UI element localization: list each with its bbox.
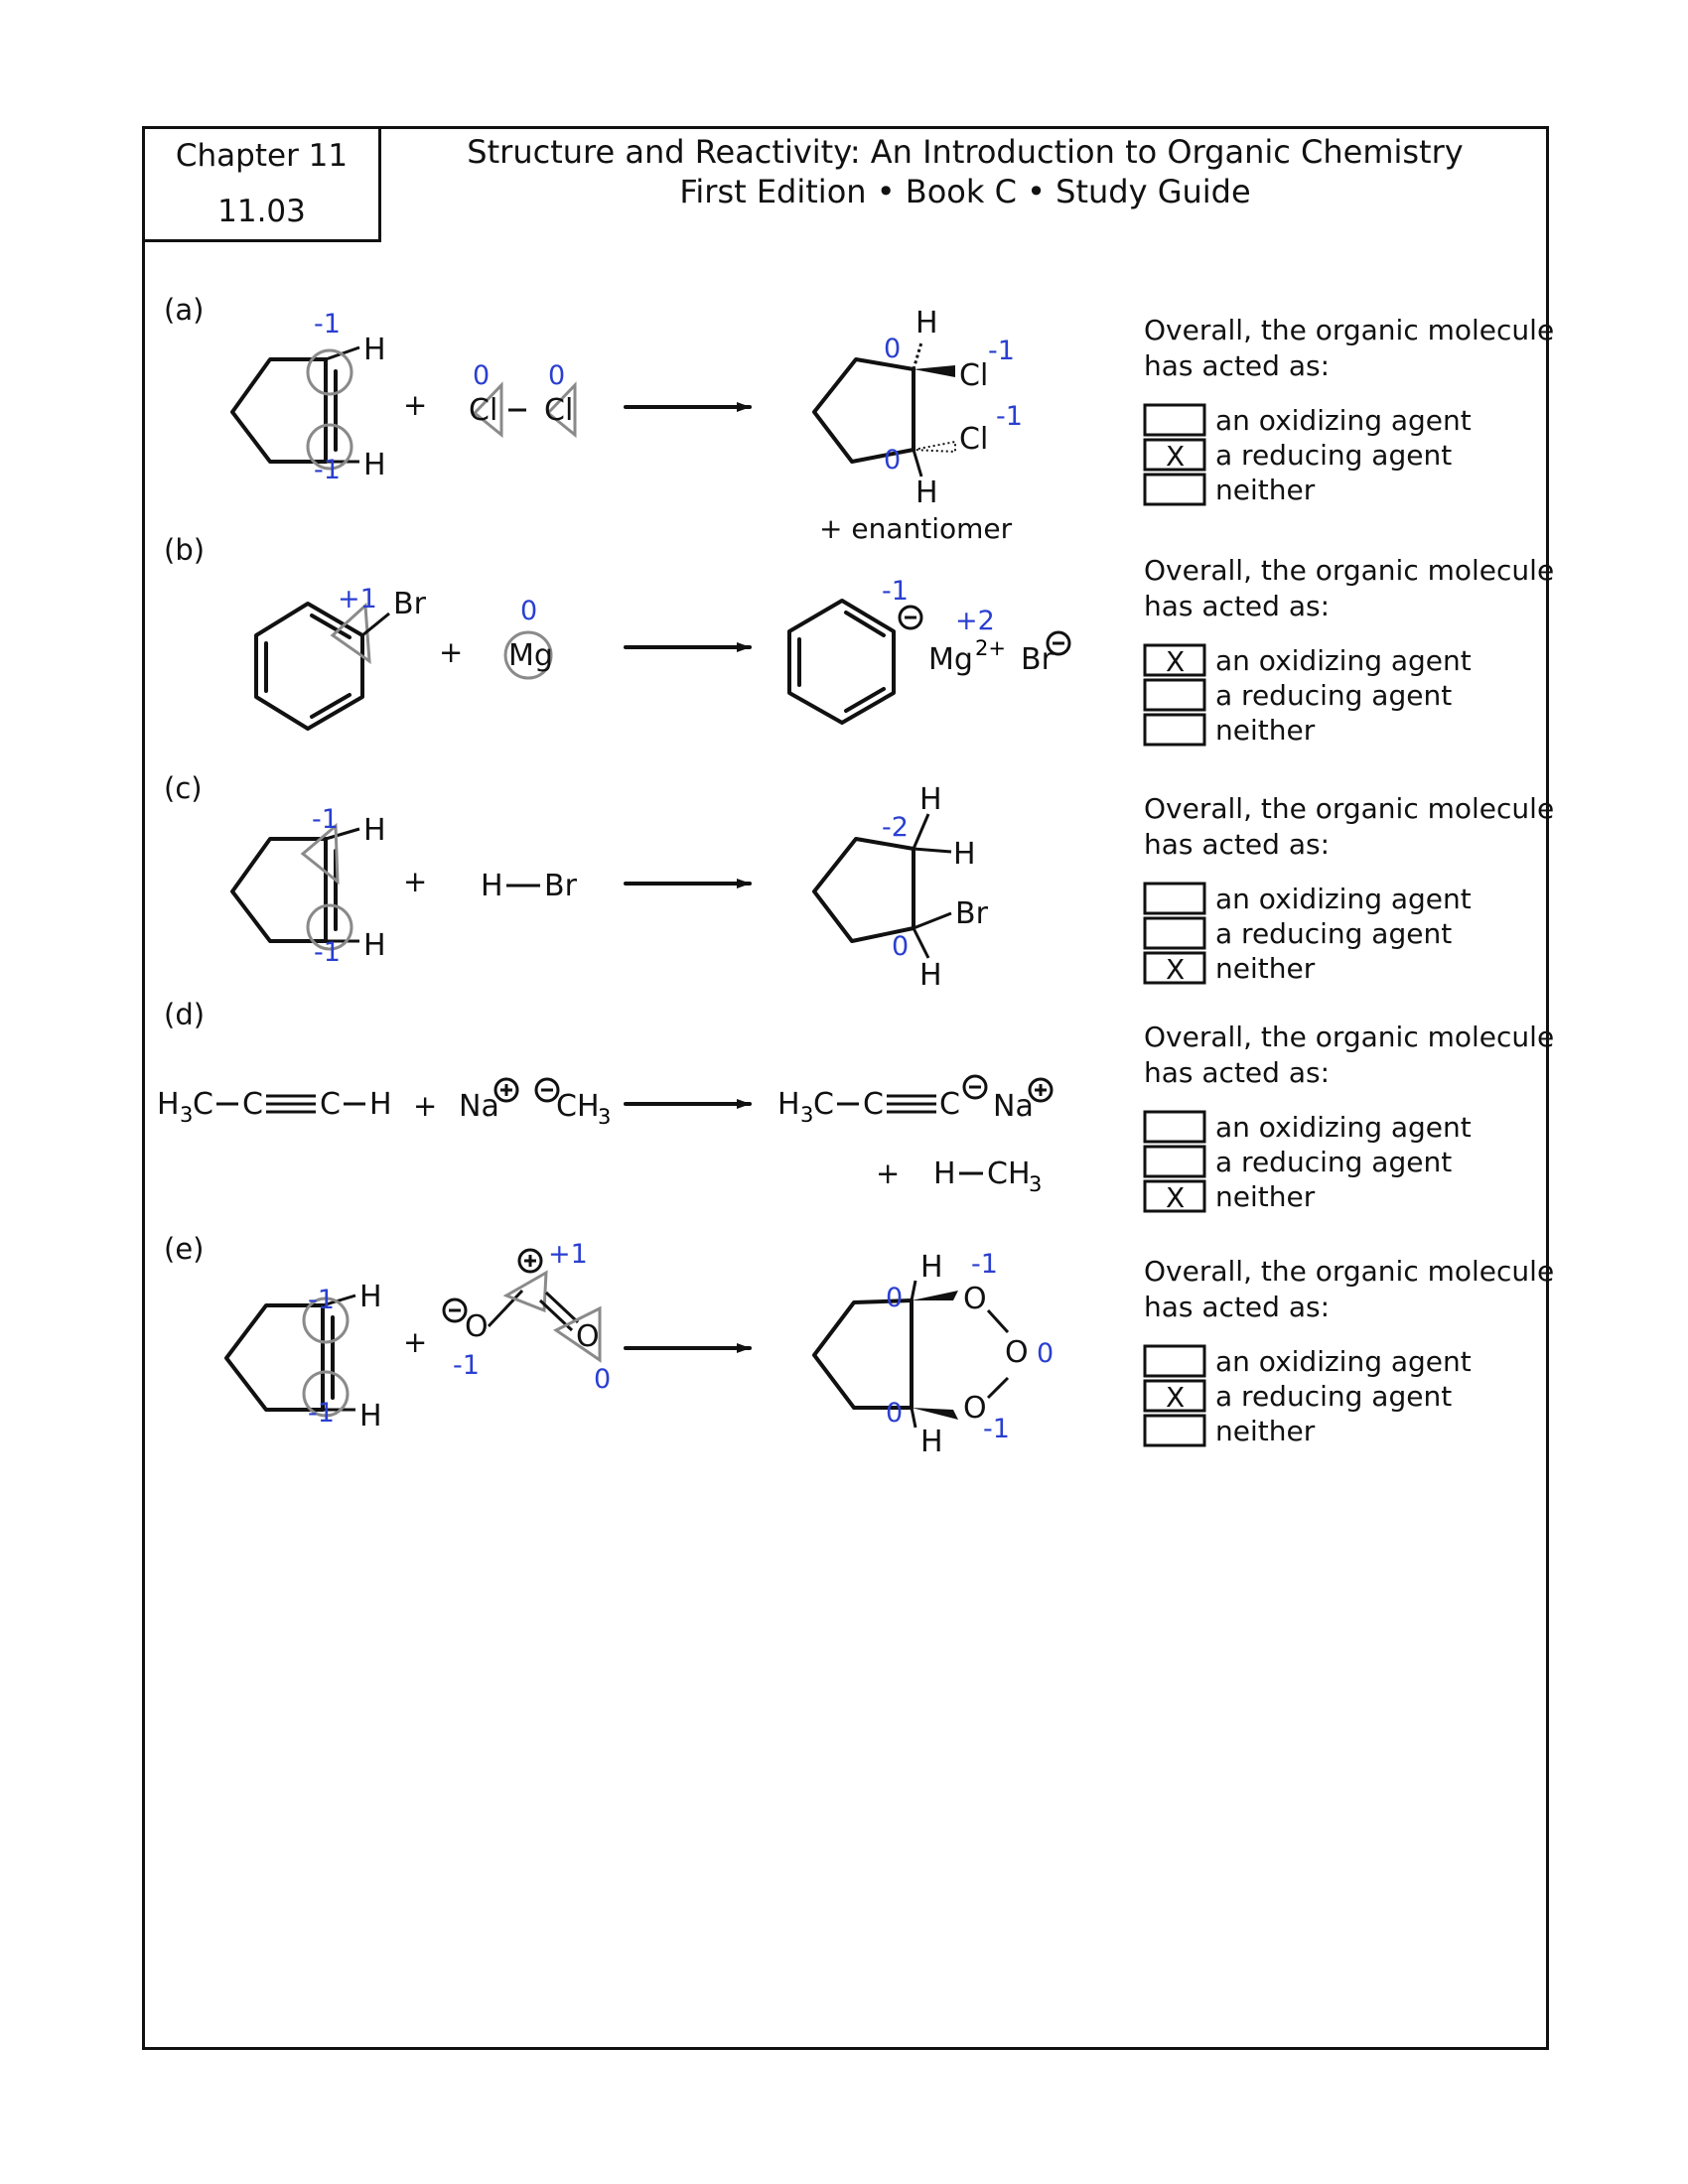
product-c-bromocyclopentane bbox=[814, 782, 989, 993]
reagent-d-sodium-methide bbox=[459, 1079, 611, 1129]
atom-o: O bbox=[1005, 1335, 1029, 1370]
answer-option-label: neither bbox=[1215, 714, 1316, 747]
atom-ch: CH bbox=[556, 1089, 600, 1124]
atom-h: H bbox=[363, 333, 386, 367]
atom-h: H bbox=[920, 1250, 943, 1285]
answer-group bbox=[1144, 554, 1554, 747]
subscript: 3 bbox=[800, 1103, 814, 1127]
atom-o: O bbox=[963, 1391, 987, 1426]
atom-c: C bbox=[863, 1087, 884, 1122]
reagent-e-ozone bbox=[444, 1239, 611, 1395]
answer-option-label: an oxidizing agent bbox=[1215, 1111, 1472, 1144]
plus-sign: + bbox=[876, 1157, 901, 1190]
plus-sign: + bbox=[439, 635, 464, 669]
answer-checkbox[interactable] bbox=[1145, 884, 1204, 913]
ox-state: 0 bbox=[884, 334, 902, 364]
section-number: 11.03 bbox=[217, 194, 306, 229]
plus-sign: + bbox=[413, 1089, 438, 1123]
ox-state: -1 bbox=[983, 1414, 1010, 1444]
atom-h: H bbox=[920, 1425, 943, 1459]
atom-cl: Cl bbox=[959, 422, 989, 457]
ox-state: -1 bbox=[312, 804, 339, 835]
ox-state: +1 bbox=[338, 584, 377, 614]
answer-option-label: neither bbox=[1215, 1180, 1316, 1213]
part-label-b: (b) bbox=[164, 533, 206, 567]
question-prompt-line1: Overall, the organic molecule bbox=[1144, 554, 1555, 587]
atom-c: C bbox=[813, 1087, 834, 1122]
atom-cl: Cl bbox=[469, 393, 498, 428]
ox-state: 0 bbox=[548, 360, 566, 391]
ox-state: -1 bbox=[971, 1249, 998, 1280]
atom-h: H bbox=[919, 958, 942, 993]
question-prompt-line2: has acted as: bbox=[1144, 828, 1331, 861]
ox-state: -1 bbox=[314, 937, 341, 968]
book-title: Structure and Reactivity: An Introduction to Organic Chemistry bbox=[467, 133, 1464, 171]
atom-h: H bbox=[915, 476, 938, 510]
atom-h: H bbox=[369, 1087, 392, 1122]
ox-state: -1 bbox=[882, 576, 909, 607]
checkbox-mark: X bbox=[1166, 1181, 1186, 1214]
atom-h: H bbox=[363, 813, 386, 848]
answer-group bbox=[1144, 314, 1554, 506]
atom-mg: Mg bbox=[928, 642, 973, 677]
reactant-d-propyne bbox=[157, 1087, 392, 1127]
part-label-e: (e) bbox=[164, 1232, 205, 1266]
ox-state: -1 bbox=[314, 309, 341, 340]
atom-br: Br bbox=[393, 587, 426, 621]
checkbox-mark: X bbox=[1166, 953, 1186, 986]
answer-option-label: a reducing agent bbox=[1215, 1380, 1453, 1413]
atom-cl: Cl bbox=[544, 393, 574, 428]
answer-option-label: an oxidizing agent bbox=[1215, 404, 1472, 437]
checkbox-mark: X bbox=[1166, 1381, 1186, 1414]
question-prompt-line2: has acted as: bbox=[1144, 349, 1331, 382]
atom-br: Br bbox=[1021, 642, 1054, 677]
checkbox-mark: X bbox=[1166, 440, 1186, 473]
atom-br: Br bbox=[544, 869, 577, 903]
answer-checkbox[interactable] bbox=[1145, 680, 1204, 710]
answer-group bbox=[1144, 1021, 1554, 1214]
answer-checkbox[interactable] bbox=[1145, 1416, 1204, 1445]
question-prompt-line2: has acted as: bbox=[1144, 1291, 1331, 1323]
answer-checkbox[interactable] bbox=[1145, 475, 1204, 504]
subscript: 3 bbox=[598, 1105, 612, 1129]
ox-highlight-triangle bbox=[506, 1273, 546, 1310]
ox-state: 0 bbox=[886, 1398, 904, 1429]
ox-state: 0 bbox=[594, 1364, 612, 1395]
reagent-b-magnesium bbox=[505, 596, 553, 678]
ox-state: 0 bbox=[1037, 1338, 1055, 1369]
ox-state: 0 bbox=[473, 360, 491, 391]
reagent-a-chlorine bbox=[469, 360, 575, 435]
atom-h: H bbox=[953, 837, 976, 872]
product-a-dichlorocyclopentane bbox=[814, 306, 1023, 510]
ox-state: -1 bbox=[308, 1398, 335, 1429]
atom-mg: Mg bbox=[508, 638, 553, 673]
atom-c: C bbox=[242, 1087, 263, 1122]
answer-group bbox=[1144, 1255, 1554, 1447]
subscript: 3 bbox=[180, 1103, 194, 1127]
part-label-a: (a) bbox=[164, 293, 205, 327]
answer-option-label: a reducing agent bbox=[1215, 917, 1453, 950]
answer-checkbox[interactable] bbox=[1145, 715, 1204, 745]
atom-na: Na bbox=[459, 1089, 499, 1124]
question-prompt-line2: has acted as: bbox=[1144, 590, 1331, 622]
atom-h: H bbox=[777, 1087, 800, 1122]
part-label-d: (d) bbox=[164, 998, 206, 1031]
atom-h: H bbox=[919, 782, 942, 817]
atom-ch: CH bbox=[987, 1157, 1031, 1191]
atom-h: H bbox=[363, 928, 386, 963]
ox-state: +2 bbox=[955, 606, 995, 636]
atom-h: H bbox=[363, 448, 386, 482]
plus-sign: + bbox=[403, 1325, 428, 1359]
atom-h: H bbox=[915, 306, 938, 341]
atom-c: C bbox=[193, 1087, 213, 1122]
question-prompt-line1: Overall, the organic molecule bbox=[1144, 792, 1555, 825]
answer-checkbox[interactable] bbox=[1145, 1112, 1204, 1142]
atom-h: H bbox=[157, 1087, 180, 1122]
question-prompt-line1: Overall, the organic molecule bbox=[1144, 314, 1555, 346]
answer-option-label: a reducing agent bbox=[1215, 439, 1453, 472]
answer-checkbox[interactable] bbox=[1145, 1147, 1204, 1176]
reactant-a-cyclopentene bbox=[232, 309, 386, 485]
reactant-e-cyclopentene bbox=[226, 1280, 382, 1433]
reactant-b-bromobenzene bbox=[256, 584, 427, 729]
ox-state: 0 bbox=[520, 596, 538, 626]
atom-o: O bbox=[963, 1282, 987, 1316]
answer-checkbox[interactable] bbox=[1145, 1346, 1204, 1376]
subscript: 3 bbox=[1029, 1172, 1043, 1196]
answer-option-label: an oxidizing agent bbox=[1215, 1345, 1472, 1378]
chapter-label: Chapter 11 bbox=[175, 138, 349, 174]
product-d-sodium-propynide bbox=[777, 1076, 1052, 1196]
reactant-c-cyclopentene bbox=[232, 804, 386, 968]
question-prompt-line2: has acted as: bbox=[1144, 1056, 1331, 1089]
ox-state: 0 bbox=[892, 931, 910, 962]
answer-option-label: neither bbox=[1215, 952, 1316, 985]
book-subtitle: First Edition • Book C • Study Guide bbox=[679, 173, 1251, 210]
plus-sign: + bbox=[403, 865, 428, 898]
question-prompt-line1: Overall, the organic molecule bbox=[1144, 1021, 1555, 1053]
part-label-c: (c) bbox=[164, 771, 203, 805]
atom-h: H bbox=[359, 1280, 382, 1314]
product-e-molozonide bbox=[814, 1249, 1054, 1459]
ox-state: -1 bbox=[308, 1285, 335, 1315]
answer-option-label: neither bbox=[1215, 1415, 1316, 1447]
atom-cl: Cl bbox=[959, 358, 989, 393]
atom-o: O bbox=[465, 1309, 489, 1344]
answer-group bbox=[1144, 792, 1554, 986]
atom-na: Na bbox=[993, 1089, 1034, 1124]
ox-state: -1 bbox=[453, 1350, 480, 1381]
checkbox-mark: X bbox=[1166, 645, 1186, 678]
reagent-c-hydrogen-bromide bbox=[481, 869, 578, 903]
atom-c: C bbox=[939, 1087, 960, 1122]
ox-state: -2 bbox=[882, 812, 909, 843]
answer-option-label: an oxidizing agent bbox=[1215, 644, 1472, 677]
atom-c: C bbox=[320, 1087, 341, 1122]
product-b-phenylmagnesium-bromide bbox=[789, 576, 1069, 723]
atom-o: O bbox=[576, 1319, 600, 1354]
atom-h: H bbox=[933, 1157, 956, 1191]
atom-h: H bbox=[359, 1399, 382, 1433]
answer-panel bbox=[1144, 314, 1554, 1447]
ox-state: -1 bbox=[988, 336, 1015, 366]
answer-checkbox[interactable] bbox=[1145, 405, 1204, 435]
answer-option-label: a reducing agent bbox=[1215, 1146, 1453, 1178]
charge-superscript: 2+ bbox=[975, 636, 1006, 660]
answer-checkbox[interactable] bbox=[1145, 918, 1204, 948]
atom-br: Br bbox=[955, 896, 988, 931]
enantiomer-note: + enantiomer bbox=[819, 512, 1013, 545]
plus-sign: + bbox=[403, 388, 428, 422]
answer-option-label: a reducing agent bbox=[1215, 679, 1453, 712]
ox-state: +1 bbox=[548, 1239, 588, 1270]
ox-state: -1 bbox=[314, 455, 341, 485]
ox-state: 0 bbox=[884, 445, 902, 476]
ox-state: -1 bbox=[996, 401, 1023, 432]
answer-option-label: neither bbox=[1215, 474, 1316, 506]
atom-h: H bbox=[481, 869, 503, 903]
ox-state: 0 bbox=[886, 1283, 904, 1313]
question-prompt-line1: Overall, the organic molecule bbox=[1144, 1255, 1555, 1288]
answer-option-label: an oxidizing agent bbox=[1215, 883, 1472, 915]
